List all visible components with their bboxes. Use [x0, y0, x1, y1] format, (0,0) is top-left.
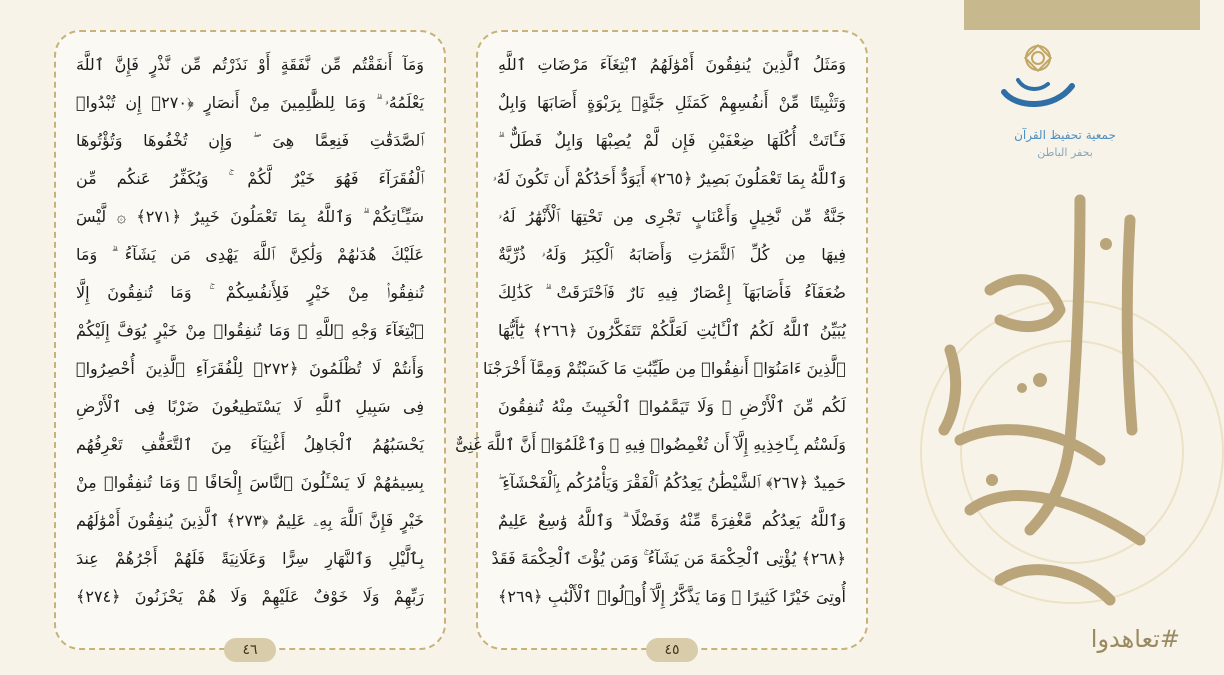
page-45-verses: [455, 46, 847, 616]
verse-line: ﴿٢٦٨﴾ يُؤْتِى ٱلْحِكْمَةَ مَن يَشَآءُ ۚ وَمَن يُؤْتَ ٱلْحِكْمَةَ فَقَدْ: [491, 549, 846, 568]
verse-line: ٱلصَّدَقَٰتِ فَنِعِمَّا هِىَ ۖ وَإِن تُخْفُوهَا وَتُؤْتُوهَا: [76, 131, 424, 150]
verse-line: وَتَثْبِيتًا مِّنْ أَنفُسِهِمْ كَمَثَلِ جَنَّةٍۭ بِرَبْوَةٍ أَصَابَهَا وَابِلٌ: [498, 93, 846, 112]
verse-line: يَحْسَبُهُمُ ٱلْجَاهِلُ أَغْنِيَآءَ مِنَ ٱلتَّعَفُّفِ تَعْرِفُهُم: [76, 435, 424, 454]
verse-line: وَلَسْتُم بِـَٔاخِذِيهِ إِلَّآ أَن تُغْمِضُوا۟ فِيهِ ۚ وَٱعْلَمُوٓا۟ أَنَّ ٱللَّهَ غَنِىٌّ: [455, 435, 846, 454]
branding-panel: [880, 0, 1200, 675]
logo-text-city: بحفر الباطن: [1037, 146, 1093, 159]
verse-line: ٱلْفُقَرَآءَ فَهُوَ خَيْرٌ لَّكُمْ ۚ وَيُكَفِّرُ عَنكُم مِّن: [76, 169, 424, 188]
page-46-verses: [76, 46, 424, 616]
verse-line: حَمِيدٌ ﴿٢٦٧﴾ ٱلشَّيْطَٰنُ يَعِدُكُمُ ٱلْفَقْرَ وَيَأْمُرُكُم بِٱلْفَحْشَآءِ ۖ: [498, 473, 846, 492]
verse-line: لَكُم مِّنَ ٱلْأَرْضِ ۖ وَلَا تَيَمَّمُوا۟ ٱلْخَبِيثَ مِنْهُ تُنفِقُونَ: [498, 397, 846, 416]
verse-line: بِسِيمَٰهُمْ لَا يَسْـَٔلُونَ ٱلنَّاسَ إِلْحَافًا ۗ وَمَا تُنفِقُوا۟ مِنْ: [76, 473, 424, 492]
verse-line: وَٱللَّهُ بِمَا تَعْمَلُونَ بَصِيرٌ ﴿٢٦٥﴾ أَيَوَدُّ أَحَدُكُمْ أَن تَكُونَ لَهُۥ: [492, 169, 846, 188]
verse-line: فِى سَبِيلِ ٱللَّهِ لَا يَسْتَطِيعُونَ ضَرْبًا فِى ٱلْأَرْضِ: [76, 397, 424, 416]
verse-line: عَلَيْكَ هُدَىٰهُمْ وَلَٰكِنَّ ٱللَّهَ يَهْدِى مَن يَشَآءُ ۗ وَمَا: [76, 245, 424, 264]
verse-line: ٱلَّذِينَ ءَامَنُوٓا۟ أَنفِقُوا۟ مِن طَيِّبَٰتِ مَا كَسَبْتُمْ وَمِمَّآ أَخْرَجْنَا: [483, 359, 846, 378]
logo-text-association: جمعية تحفيظ القرآن: [1014, 128, 1116, 142]
verse-line: وَٱللَّهُ يَعِدُكُم مَّغْفِرَةً مِّنْهُ وَفَضْلًا ۗ وَٱللَّهُ وَٰسِعٌ عَلِيمٌ: [498, 511, 846, 530]
octagonal-flower-logo-icon: [998, 40, 1078, 114]
verse-line: وَمَثَلُ ٱلَّذِينَ يُنفِقُونَ أَمْوَٰلَهُمُ ٱبْتِغَآءَ مَرْضَاتِ ٱللَّهِ: [498, 55, 846, 74]
verse-line: تُنفِقُوا۟ مِنْ خَيْرٍ فَلِأَنفُسِكُمْ ۚ وَمَا تُنفِقُونَ إِلَّا: [76, 283, 424, 302]
quran-page-45: [455, 30, 868, 658]
verse-line: يَعْلَمُهُۥ ۗ وَمَا لِلظَّٰلِمِينَ مِنْ أَنصَارٍ ﴿٢٧٠﴾ إِن تُبْدُوا۟: [76, 93, 425, 112]
verse-line: وَمَآ أَنفَقْتُم مِّن نَّفَقَةٍ أَوْ نَذَرْتُم مِّن نَّذْرٍ فَإِنَّ ٱللَّهَ: [76, 55, 424, 74]
verse-line: وَأَنتُمْ لَا تُظْلَمُونَ ﴿٢٧٢﴾ لِلْفُقَرَآءِ ٱلَّذِينَ أُحْصِرُوا۟: [76, 359, 424, 378]
verse-line: رَبِّهِمْ وَلَا خَوْفٌ عَلَيْهِمْ وَلَا هُمْ يَحْزَنُونَ ﴿٢٧٤﴾: [76, 587, 424, 606]
verse-line: ٱبْتِغَآءَ وَجْهِ ٱللَّهِ ۚ وَمَا تُنفِقُوا۟ مِنْ خَيْرٍ يُوَفَّ إِلَيْكُمْ: [76, 321, 424, 340]
page-number-46: ٤٦: [224, 638, 276, 662]
verse-line: سَيِّـَٔاتِكُمْ ۗ وَٱللَّهُ بِمَا تَعْمَلُونَ خَبِيرٌ ﴿٢٧١﴾ ۞ لَّيْسَ: [76, 207, 424, 226]
verse-line: خَيْرٍ فَإِنَّ ٱللَّهَ بِهِۦ عَلِيمٌ ﴿٢٧٣﴾ ٱلَّذِينَ يُنفِقُونَ أَمْوَٰلَهُم: [76, 511, 424, 530]
verse-line: بِٱلَّيْلِ وَٱلنَّهَارِ سِرًّا وَعَلَانِيَةً فَلَهُمْ أَجْرُهُمْ عِندَ: [76, 549, 424, 568]
verse-line: يُبَيِّنُ ٱللَّهُ لَكُمُ ٱلْـَٔايَٰتِ لَعَلَّكُمْ تَتَفَكَّرُونَ ﴿٢٦٦﴾ يَٰٓأَيُّهَا: [498, 321, 847, 340]
top-gold-bar: [964, 0, 1200, 30]
calligraphy-title: [930, 180, 1180, 620]
page-number-45: ٤٥: [646, 638, 698, 662]
hashtag-text: #تعاهدوا: [1090, 625, 1180, 653]
verse-line: فِيهَا مِن كُلِّ ٱلثَّمَرَٰتِ وَأَصَابَهُ ٱلْكِبَرُ وَلَهُۥ ذُرِّيَّةٌ: [498, 245, 846, 264]
verse-line: أُوتِىَ خَيْرًا كَثِيرًا ۗ وَمَا يَذَّكَّرُ إِلَّآ أُو۟لُوا۟ ٱلْأَلْبَٰبِ ﴿٢٦٩﴾: [498, 587, 846, 606]
verse-line: جَنَّةٌ مِّن نَّخِيلٍ وَأَعْنَابٍ تَجْرِى مِن تَحْتِهَا ٱلْأَنْهَٰرُ لَهُۥ: [498, 207, 846, 226]
verse-line: ضُعَفَآءُ فَأَصَابَهَآ إِعْصَارٌ فِيهِ نَارٌ فَٱحْتَرَقَتْ ۗ كَذَٰلِكَ: [498, 283, 846, 302]
quran-page-46: [54, 30, 446, 658]
verse-line: فَـَٔاتَتْ أُكُلَهَا ضِعْفَيْنِ فَإِن لَّمْ يُصِبْهَا وَابِلٌ فَطَلٌّ ۗ: [498, 131, 846, 150]
